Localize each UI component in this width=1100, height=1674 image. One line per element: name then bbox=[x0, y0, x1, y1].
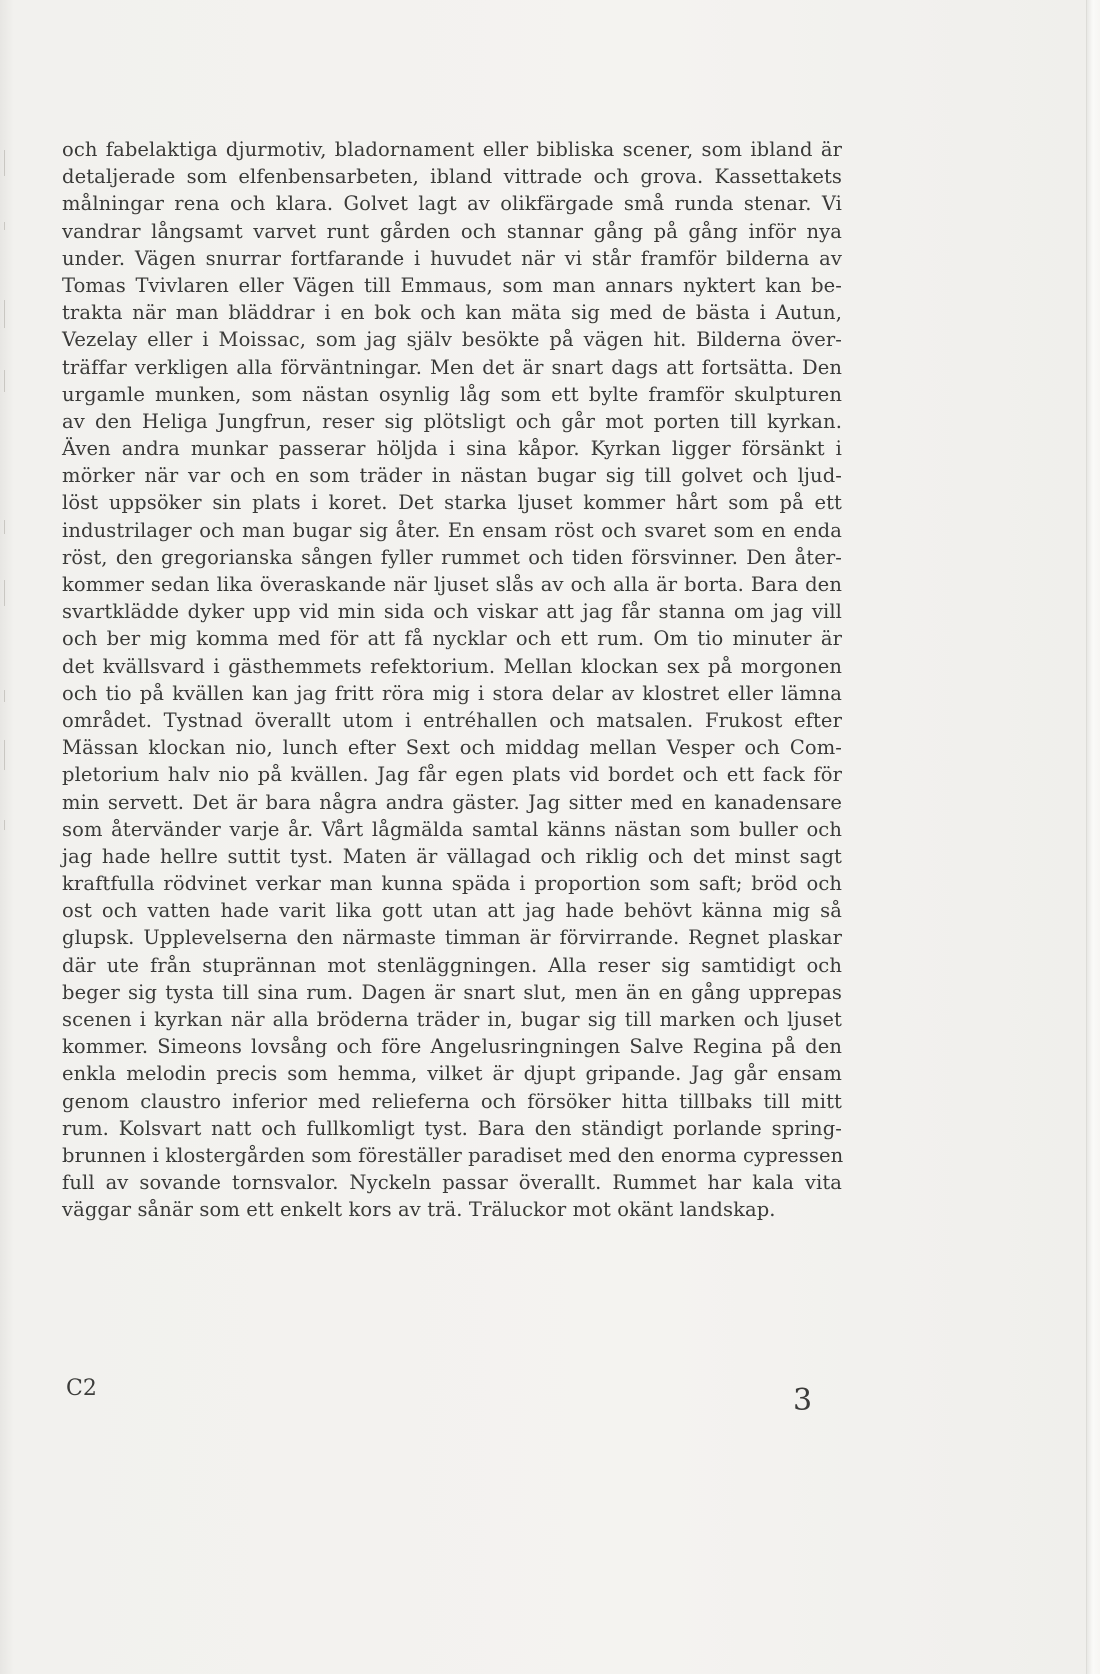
text-line: det kvällsvard i gästhemmets refektorium. Mellan klockan sex på morgonen bbox=[62, 654, 842, 678]
text-line: och fabelaktiga djurmotiv, bladornament eller bibliska scener, som ibland är bbox=[62, 138, 842, 161]
text-line: Tomas Tvivlaren eller Vägen till Emmaus, som man annars nyktert kan be- bbox=[62, 273, 842, 297]
text-line: svartklädde dyker upp vid min sida och viskar att jag får stanna om jag vill bbox=[62, 600, 842, 624]
text-line: kommer sedan lika överaskande när ljuset slås av och alla är borta. Bara den bbox=[62, 573, 842, 596]
text-line: genom claustro inferior med relieferna och försöker hitta tillbaks till mitt bbox=[62, 1089, 842, 1113]
text-line: jag hade hellre suttit tyst. Maten är vällagad och riklig och det minst sagt bbox=[62, 844, 842, 868]
text-line: kraftfulla rödvinet verkar man kunna späda i proportion som saft; bröd och bbox=[62, 872, 842, 896]
signature-mark: C2 bbox=[66, 1376, 97, 1401]
text-line: pletorium halv nio på kvällen. Jag får egen plats vid bordet och ett fack för bbox=[62, 763, 842, 787]
text-line: Även andra munkar passerar höljda i sina kåpor. Kyrkan ligger försänkt i bbox=[62, 437, 842, 461]
binding-mark bbox=[4, 370, 5, 392]
text-line: industrilager och man bugar sig åter. En ensam röst och svaret som en enda bbox=[62, 518, 842, 542]
page-edge bbox=[1086, 0, 1100, 1674]
text-line: under. Vägen snurrar fortfarande i huvudet när vi står framför bilderna av bbox=[62, 246, 842, 270]
page-number: 3 bbox=[793, 1383, 813, 1418]
text-line: och ber mig komma med för att få nycklar och ett rum. Om tio minuter är bbox=[62, 627, 842, 651]
text-line: kommer. Simeons lovsång och före Angelusringningen Salve Regina på den bbox=[62, 1035, 842, 1059]
binding-mark bbox=[4, 820, 5, 830]
body-text bbox=[62, 136, 842, 1224]
text-line: trakta när man bläddrar i en bok och kan mäta sig med de bästa i Autun, bbox=[62, 301, 842, 325]
text-line: målningar rena och klara. Golvet lagt av olikfärgade små runda stenar. Vi bbox=[62, 192, 842, 216]
binding-mark bbox=[4, 740, 5, 770]
binding-mark bbox=[4, 520, 5, 534]
text-line: löst uppsöker sin plats i koret. Det starka ljuset kommer hårt som på ett bbox=[62, 491, 842, 515]
binding-mark bbox=[4, 150, 5, 176]
text-line: min servett. Det är bara några andra gäster. Jag sitter med en kanadensare bbox=[62, 790, 842, 814]
text-line: brunnen i klostergården som föreställer paradiset med den enorma cypressen bbox=[62, 1143, 844, 1167]
text-line: området. Tystnad överallt utom i entréhallen och matsalen. Frukost efter bbox=[62, 708, 842, 732]
text-line: mörker när var och en som träder in nästan bugar sig till golvet och ljud- bbox=[62, 464, 842, 488]
text-line: väggar sånär som ett enkelt kors av trä. Träluckor mot okänt landskap. bbox=[62, 1198, 776, 1222]
text-line: full av sovande tornsvalor. Nyckeln passar överallt. Rummet har kala vita bbox=[62, 1171, 842, 1195]
text-line: scenen i kyrkan när alla bröderna träder in, bugar sig till marken och ljuset bbox=[62, 1008, 842, 1031]
text-line: röst, den gregorianska sången fyller rummet och tiden försvinner. Den åter- bbox=[62, 545, 842, 569]
text-line: detaljerade som elfenbensarbeten, ibland vittrade och grova. Kassettakets bbox=[62, 165, 842, 189]
text-line: rum. Kolsvart natt och fullkomligt tyst. Bara den ständigt porlande spring- bbox=[62, 1116, 842, 1140]
text-line: glupsk. Upplevelserna den närmaste timman är förvirrande. Regnet plaskar bbox=[62, 926, 842, 950]
binding-mark bbox=[4, 300, 5, 328]
text-line: Mässan klockan nio, lunch efter Sext och middag mellan Vesper och Com- bbox=[62, 736, 842, 760]
binding-mark bbox=[4, 690, 5, 702]
text-line: Vezelay eller i Moissac, som jag själv besökte på vägen hit. Bilderna över- bbox=[62, 328, 842, 352]
text-line: träffar verkligen alla förväntningar. Men det är snart dags att fortsätta. Den bbox=[62, 355, 842, 379]
text-line: där ute från stuprännan mot stenläggningen. Alla reser sig samtidigt och bbox=[62, 953, 842, 977]
binding-mark bbox=[4, 580, 5, 606]
text-line: av den Heliga Jungfrun, reser sig plötsligt och går mot porten till kyrkan. bbox=[62, 409, 842, 433]
text-line: och tio på kvällen kan jag fritt röra mig i stora delar av klostret eller lämna bbox=[62, 681, 842, 705]
text-line: enkla melodin precis som hemma, vilket är djupt gripande. Jag går ensam bbox=[62, 1062, 842, 1086]
text-line: vandrar långsamt varvet runt gården och stannar gång på gång inför nya bbox=[62, 219, 842, 243]
text-line: urgamle munken, som nästan osynlig låg som ett bylte framför skulpturen bbox=[62, 382, 842, 406]
text-line: som återvänder varje år. Vårt lågmälda samtal känns nästan som buller och bbox=[62, 817, 842, 841]
text-line: ost och vatten hade varit lika gott utan att jag hade behövt känna mig så bbox=[62, 899, 842, 923]
text-line: beger sig tysta till sina rum. Dagen är snart slut, men än en gång upprepas bbox=[62, 980, 842, 1004]
binding-mark bbox=[4, 222, 5, 230]
binding-edge bbox=[0, 0, 10, 1674]
